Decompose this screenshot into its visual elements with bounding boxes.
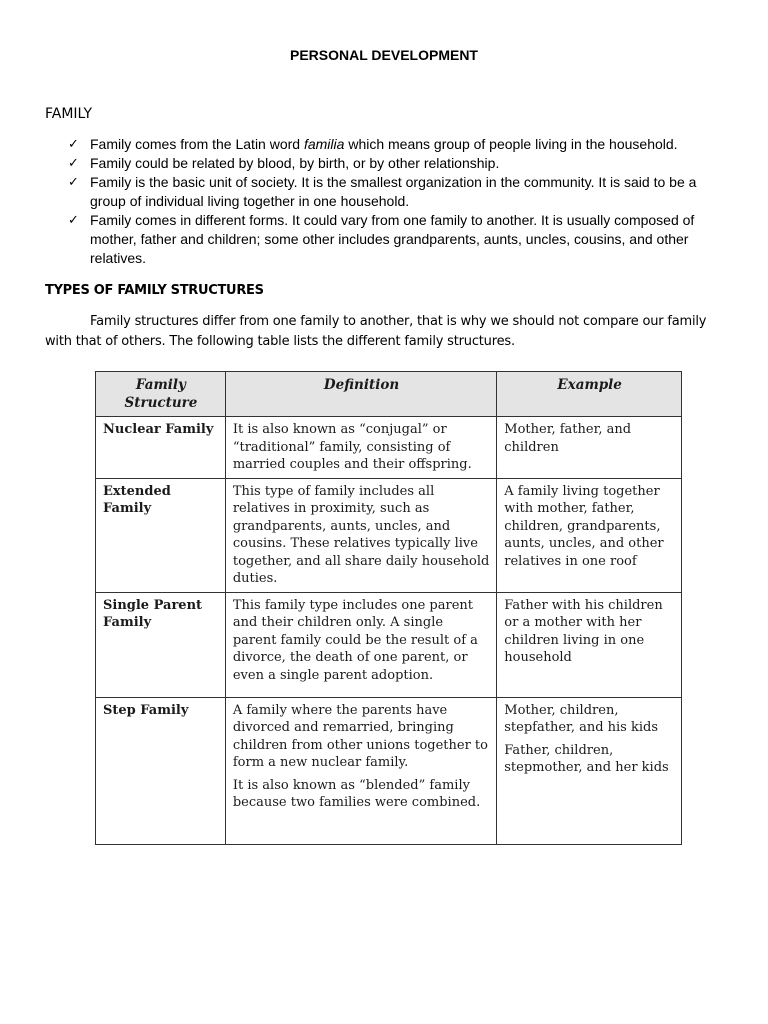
bullet-item: ✓ Family comes from the Latin word familia which means group of people living in the household. (68, 136, 678, 152)
checkmark-icon: ✓ (68, 175, 79, 190)
header-family-structure: Family Structure (96, 372, 226, 417)
checkmark-icon: ✓ (68, 156, 79, 171)
family-bullet-list (68, 135, 728, 268)
example-cell: Mother, father, and children (497, 417, 682, 479)
header-definition: Definition (225, 372, 496, 417)
family-structures-table (95, 371, 682, 845)
document-title: PERSONAL DEVELOPMENT (290, 47, 478, 63)
table-row (96, 478, 682, 592)
definition-cell: This type of family includes all relatives in proximity, such as grandparents, aunts, uncles, and cousins. These relatives typically live together, and all share daily household duties. (225, 478, 496, 592)
checkmark-icon: ✓ (68, 213, 79, 228)
structure-cell: Nuclear Family (96, 417, 226, 479)
bullet-item: ✓ Family is the basic unit of society. It is the smallest organization in the community. It is said to be a group of individual living together in one household. (68, 174, 697, 209)
definition-cell: A family where the parents have divorced and remarried, bringing children from other unions together to form a new nuclear family. It is also known as “blended” family because two families were combined. (225, 697, 496, 844)
structure-cell: Single Parent Family (96, 592, 226, 697)
table-row (96, 417, 682, 479)
table-header-row (96, 372, 682, 417)
definition-cell: This family type includes one parent and their children only. A single parent family could be the result of a divorce, the death of one parent, or even a single parent adoption. (225, 592, 496, 697)
family-heading: FAMILY (45, 106, 93, 122)
table-row (96, 697, 682, 844)
table-row (96, 592, 682, 697)
example-cell: Father with his children or a mother with her children living in one household (497, 592, 682, 697)
definition-cell: It is also known as “conjugal” or “traditional” family, consisting of married couples and their offspring. (225, 417, 496, 479)
structure-cell: Extended Family (96, 478, 226, 592)
intro-paragraph: Family structures differ from one family to another, that is why we should not compare our family with that of others. The following table lists the different family structures. (45, 314, 707, 349)
types-heading: TYPES OF FAMILY STRUCTURES (45, 283, 264, 298)
header-example: Example (497, 372, 682, 417)
example-cell: A family living together with mother, father, children, grandparents, aunts, uncles, and other relatives in one roof (497, 478, 682, 592)
bullet-item: ✓ Family comes in different forms. It could vary from one family to another. It is usually composed of mother, father and children; some other includes grandparents, aunts, uncles, cousins, and other relatives. (68, 212, 695, 266)
bullet-item: ✓ Family could be related by blood, by birth, or by other relationship. (68, 155, 500, 171)
structure-cell: Step Family (96, 697, 226, 844)
example-cell: Mother, children, stepfather, and his kids Father, children, stepmother, and her kids (497, 697, 682, 844)
checkmark-icon: ✓ (68, 137, 79, 152)
